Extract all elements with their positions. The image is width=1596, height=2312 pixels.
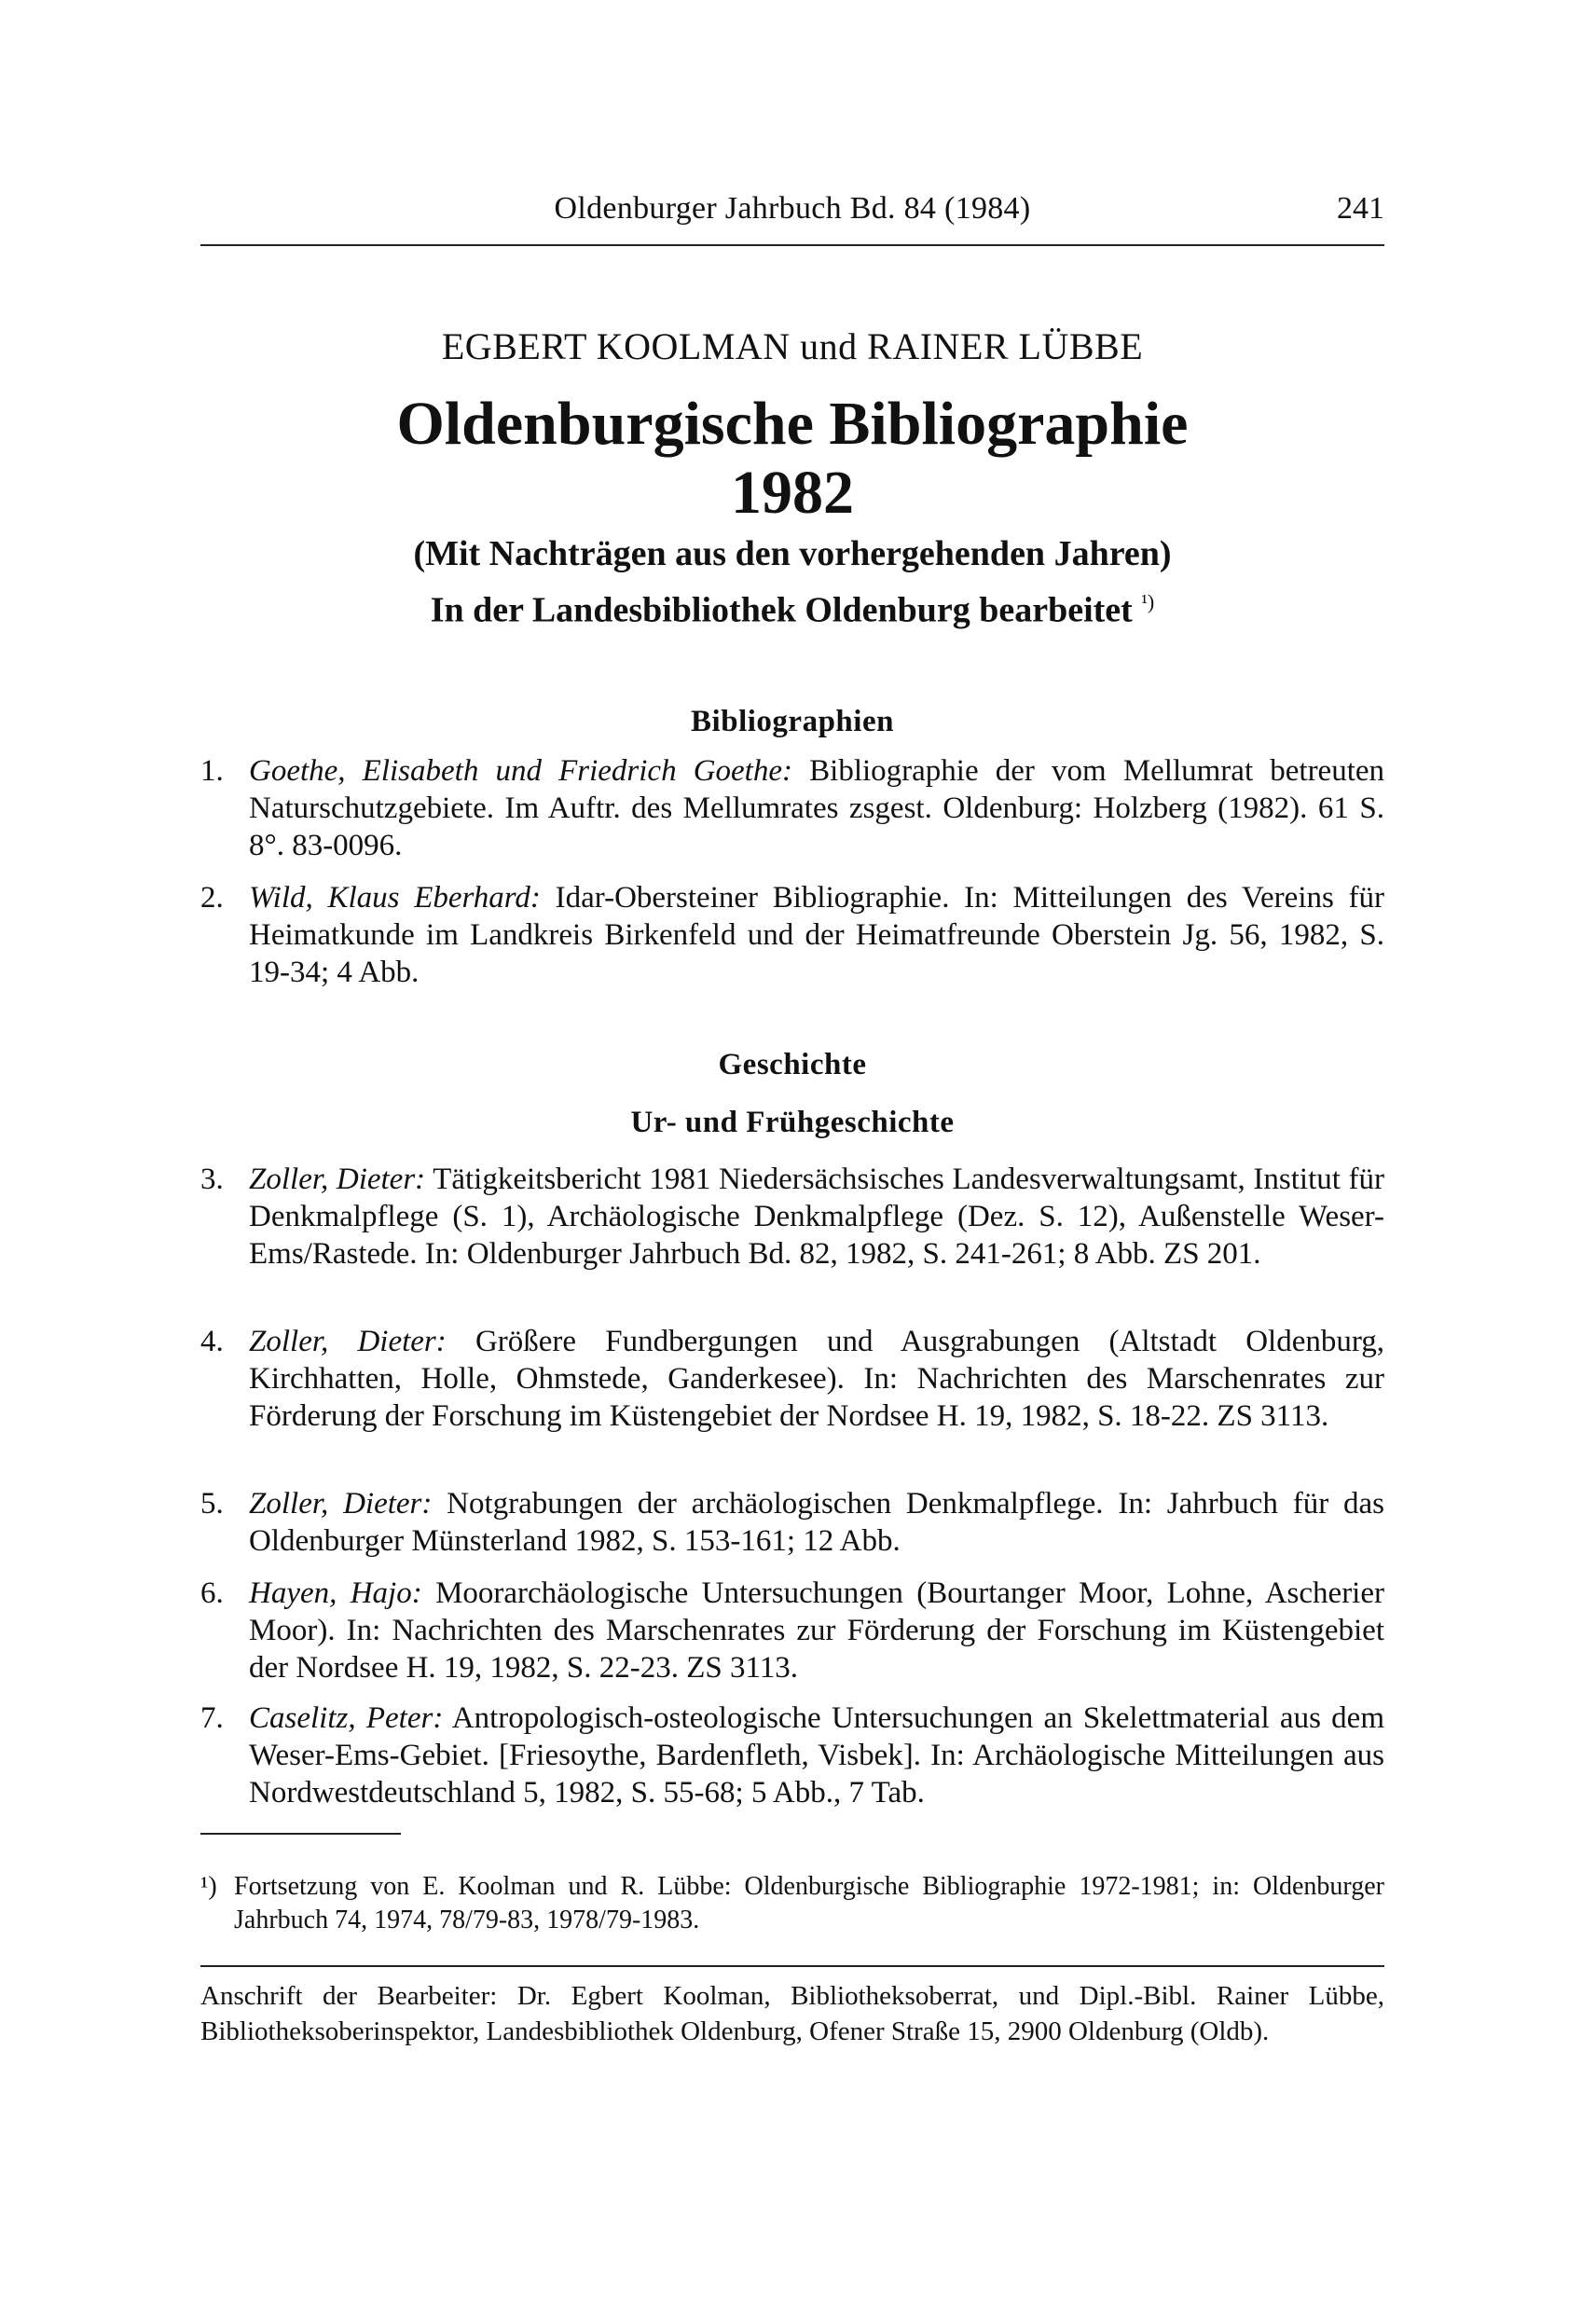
authors: EGBERT KOOLMAN und RAINER LÜBBE: [441, 325, 1144, 367]
entry-number: 3.: [200, 1163, 224, 1196]
journal-title: Oldenburger Jahrbuch Bd. 84 (1984): [554, 191, 1031, 226]
entry-text: Notgrabungen der archäologischen Denkmalpflege. In: Jahrbuch für das Oldenburger Münsterland 1982, S. 153-161; 12 Abb.: [249, 1487, 1384, 1558]
entry-body: [249, 1700, 1384, 1811]
subsection-heading-ur-und-fruehgeschichte: Ur- und Frühgeschichte: [630, 1106, 955, 1139]
page-title: [200, 390, 1384, 528]
footnote: [200, 1870, 1384, 1937]
entry-number: 5.: [200, 1487, 224, 1521]
entry-text: Idar-Obersteiner Bibliographie. In: Mitteilungen des Vereins für Heimatkunde im Landkreis Birkenfeld und der Heimatfreunde Oberstein Jg. 56, 1982, S. 19-34; 4 Abb.: [249, 881, 1385, 989]
entry-body: [249, 1575, 1384, 1686]
section-heading-bibliographien: Bibliographien: [691, 705, 894, 738]
bibliography-entry: [200, 1161, 1384, 1273]
entry-author: Goethe, Elisabeth und Friedrich Goethe:: [249, 754, 792, 788]
entry-author: Zoller, Dieter:: [249, 1325, 447, 1358]
entry-body: [249, 752, 1384, 864]
footnote-reference: ¹): [1141, 590, 1155, 613]
entry-body: [249, 1485, 1384, 1560]
editor-address: Anschrift der Bearbeiter: Dr. Egbert Koolman, Bibliotheksoberrat, und Dipl.-Bibl. Rainer Lübbe, Bibliotheksoberinspektor, Landesbibliothek Oldenburg, Ofener Straße 15, 2900 Oldenburg (Oldb).: [200, 1981, 1384, 2046]
page-number: 241: [1337, 191, 1384, 226]
section-heading-geschichte: Geschichte: [718, 1048, 867, 1081]
header-divider: [200, 244, 1384, 246]
entry-body: [249, 1323, 1384, 1435]
title-year: 1982: [731, 459, 854, 527]
entry-author: Zoller, Dieter:: [249, 1487, 433, 1521]
entry-text: Tätigkeitsbericht 1981 Niedersächsisches Landesverwaltungsamt, Institut für Denkmalpflege (S. 1), Archäologische Denkmalpflege (Dez. S. 12), Außenstelle Weser-Ems/Rastede. In: Oldenburger Jahrbuch Bd. 82, 1982, S. 241-261; 8 Abb. ZS 201.: [249, 1163, 1384, 1271]
subtitle-line-1: (Mit Nachträgen aus den vorhergehenden Jahren): [413, 534, 1172, 573]
bibliography-entry: [200, 879, 1384, 991]
footnote-mark: ¹): [200, 1872, 217, 1901]
running-head: [200, 191, 1384, 243]
title-line-1: Oldenburgische Bibliographie: [396, 390, 1189, 458]
entry-body: [249, 879, 1384, 991]
address-divider: [200, 1965, 1384, 1967]
entry-number: 1.: [200, 754, 224, 788]
footnote-divider: [200, 1833, 401, 1835]
entry-number: 6.: [200, 1576, 224, 1610]
subtitle-line-2: [200, 578, 1384, 635]
entry-author: Caselitz, Peter:: [249, 1701, 444, 1735]
entry-text: Moorarchäologische Untersuchungen (Bourtanger Moor, Lohne, Ascherier Moor). In: Nachrichten des Marschenrates zur Förderung der Forschung im Küstengebiet der Nordsee H. 19, 1982, S. 22-23. ZS 3113.: [249, 1576, 1384, 1685]
entry-author: Zoller, Dieter:: [249, 1163, 426, 1196]
entry-author: Hayen, Hajo:: [249, 1576, 422, 1610]
bibliography-entry: [200, 1575, 1384, 1686]
bibliography-entry: [200, 1485, 1384, 1560]
bibliography-entry: [200, 1700, 1384, 1811]
bibliography-entry: [200, 1323, 1384, 1435]
subtitle: [200, 530, 1384, 635]
entry-number: 4.: [200, 1325, 224, 1358]
subtitle-line-2-text: In der Landesbibliothek Oldenburg bearbeitet: [430, 590, 1133, 630]
entry-author: Wild, Klaus Eberhard:: [249, 881, 541, 915]
entry-text: Bibliographie der vom Mellumrat betreuten Naturschutzgebiete. Im Auftr. des Mellumrates zsgest. Oldenburg: Holzberg (1982). 61 S. 8°. 83-0096.: [249, 754, 1385, 862]
entry-body: [249, 1161, 1384, 1273]
entry-text: Antropologisch-osteologische Untersuchungen an Skelettmaterial aus dem Weser-Ems-Gebiet. [Friesoythe, Bardenfleth, Visbek]. In: Archäologische Mitteilungen aus Nordwestdeutschland 5, 1982, S. 55-68; 5 Abb., 7 Tab.: [249, 1701, 1384, 1810]
entry-number: 2.: [200, 881, 224, 915]
entry-number: 7.: [200, 1701, 224, 1735]
footnote-text: Fortsetzung von E. Koolman und R. Lübbe: Oldenburgische Bibliographie 1972-1981; in: Oldenburger Jahrbuch 74, 1974, 78/79-83, 1978/79-1983.: [234, 1872, 1384, 1934]
entry-text: Größere Fundbergungen und Ausgrabungen (Altstadt Oldenburg, Kirchhatten, Holle, Ohmstede, Ganderkesee). In: Nachrichten des Marschenrates zur Förderung der Forschung im Küstengebiet der Nordsee H. 19, 1982, S. 18-22. ZS 3113.: [249, 1325, 1384, 1433]
bibliography-entry: [200, 752, 1384, 864]
